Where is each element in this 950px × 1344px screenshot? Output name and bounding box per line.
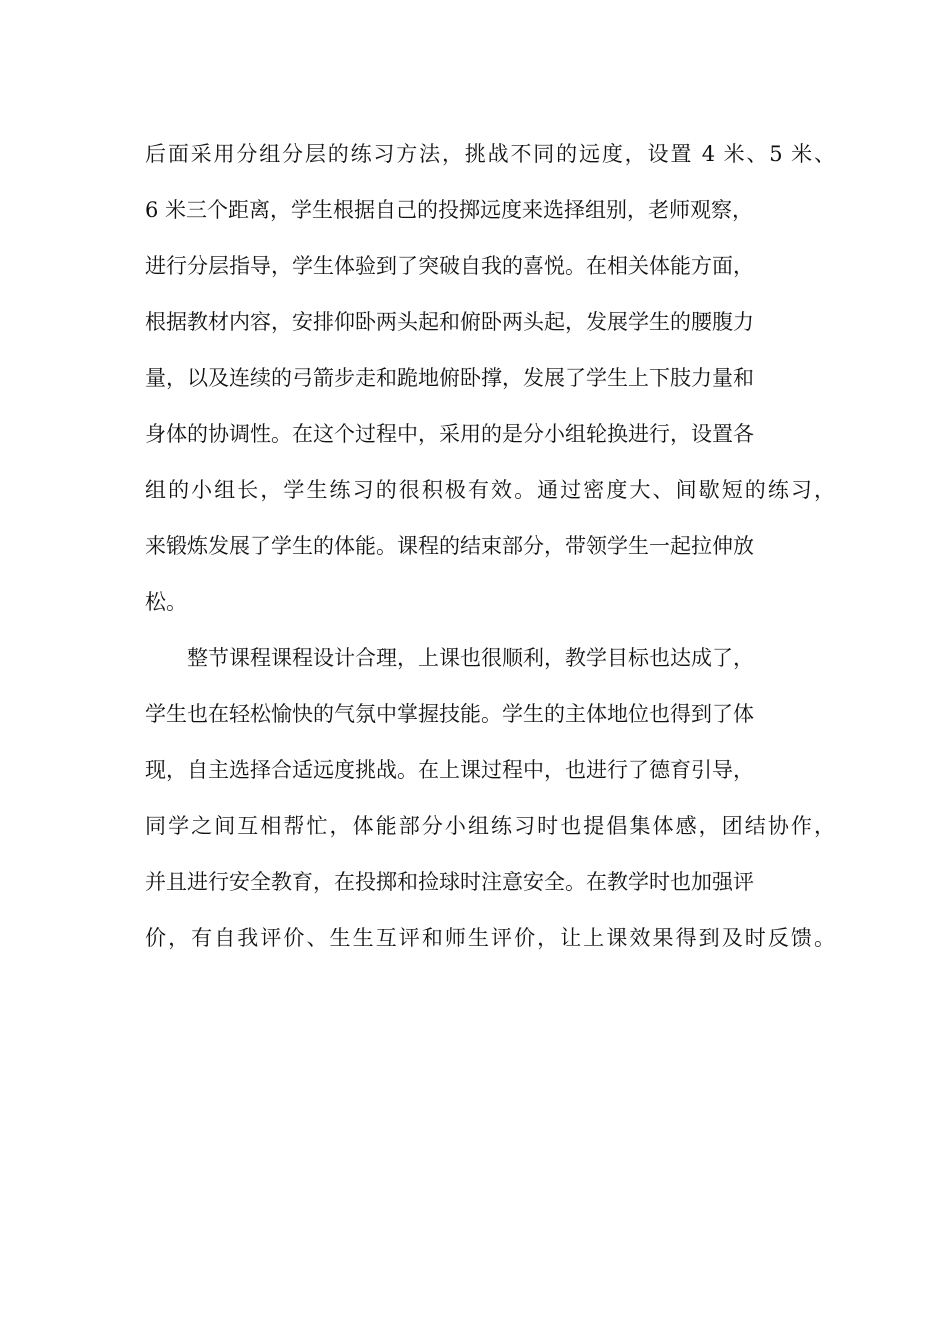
text-line: 整节课程课程设计合理，上课也很顺利，教学目标也达成了， [187,646,754,670]
text-line: 身体的协调性。在这个过程中，采用的是分小组轮换进行，设置各 [145,422,754,446]
text-line: 价，有自我评价、生生互评和师生评价，让上课效果得到及时反馈。 [145,926,835,950]
text-line: 同学之间互相帮忙，体能部分小组练习时也提倡集体感，团结协作， [145,814,835,838]
text-line: 并且进行安全教育，在投掷和捡球时注意安全。在教学时也加强评 [145,870,754,894]
text-line: 量，以及连续的弓箭步走和跪地俯卧撑，发展了学生上下肢力量和 [145,366,754,390]
text-line: 后面采用分组分层的练习方法，挑战不同的远度，设置 4 米、5 米、 [145,142,835,166]
text-line: 根据教材内容，安排仰卧两头起和俯卧两头起，发展学生的腰腹力 [145,310,754,334]
paragraph-1 [145,126,835,630]
text-line: 来锻炼发展了学生的体能。课程的结束部分，带领学生一起拉伸放 [145,534,754,558]
paragraph-2 [145,630,835,966]
text-line: 学生也在轻松愉快的气氛中掌握技能。学生的主体地位也得到了体 [145,702,754,726]
text-line: 组的小组长，学生练习的很积极有效。通过密度大、间歇短的练习， [145,478,835,502]
text-line: 松。 [145,590,187,614]
body-text [145,126,835,966]
text-line: 现，自主选择合适远度挑战。在上课过程中，也进行了德育引导， [145,758,754,782]
text-line: 6 米三个距离，学生根据自己的投掷远度来选择组别，老师观察， [145,198,754,222]
text-line: 进行分层指导，学生体验到了突破自我的喜悦。在相关体能方面， [145,254,754,278]
